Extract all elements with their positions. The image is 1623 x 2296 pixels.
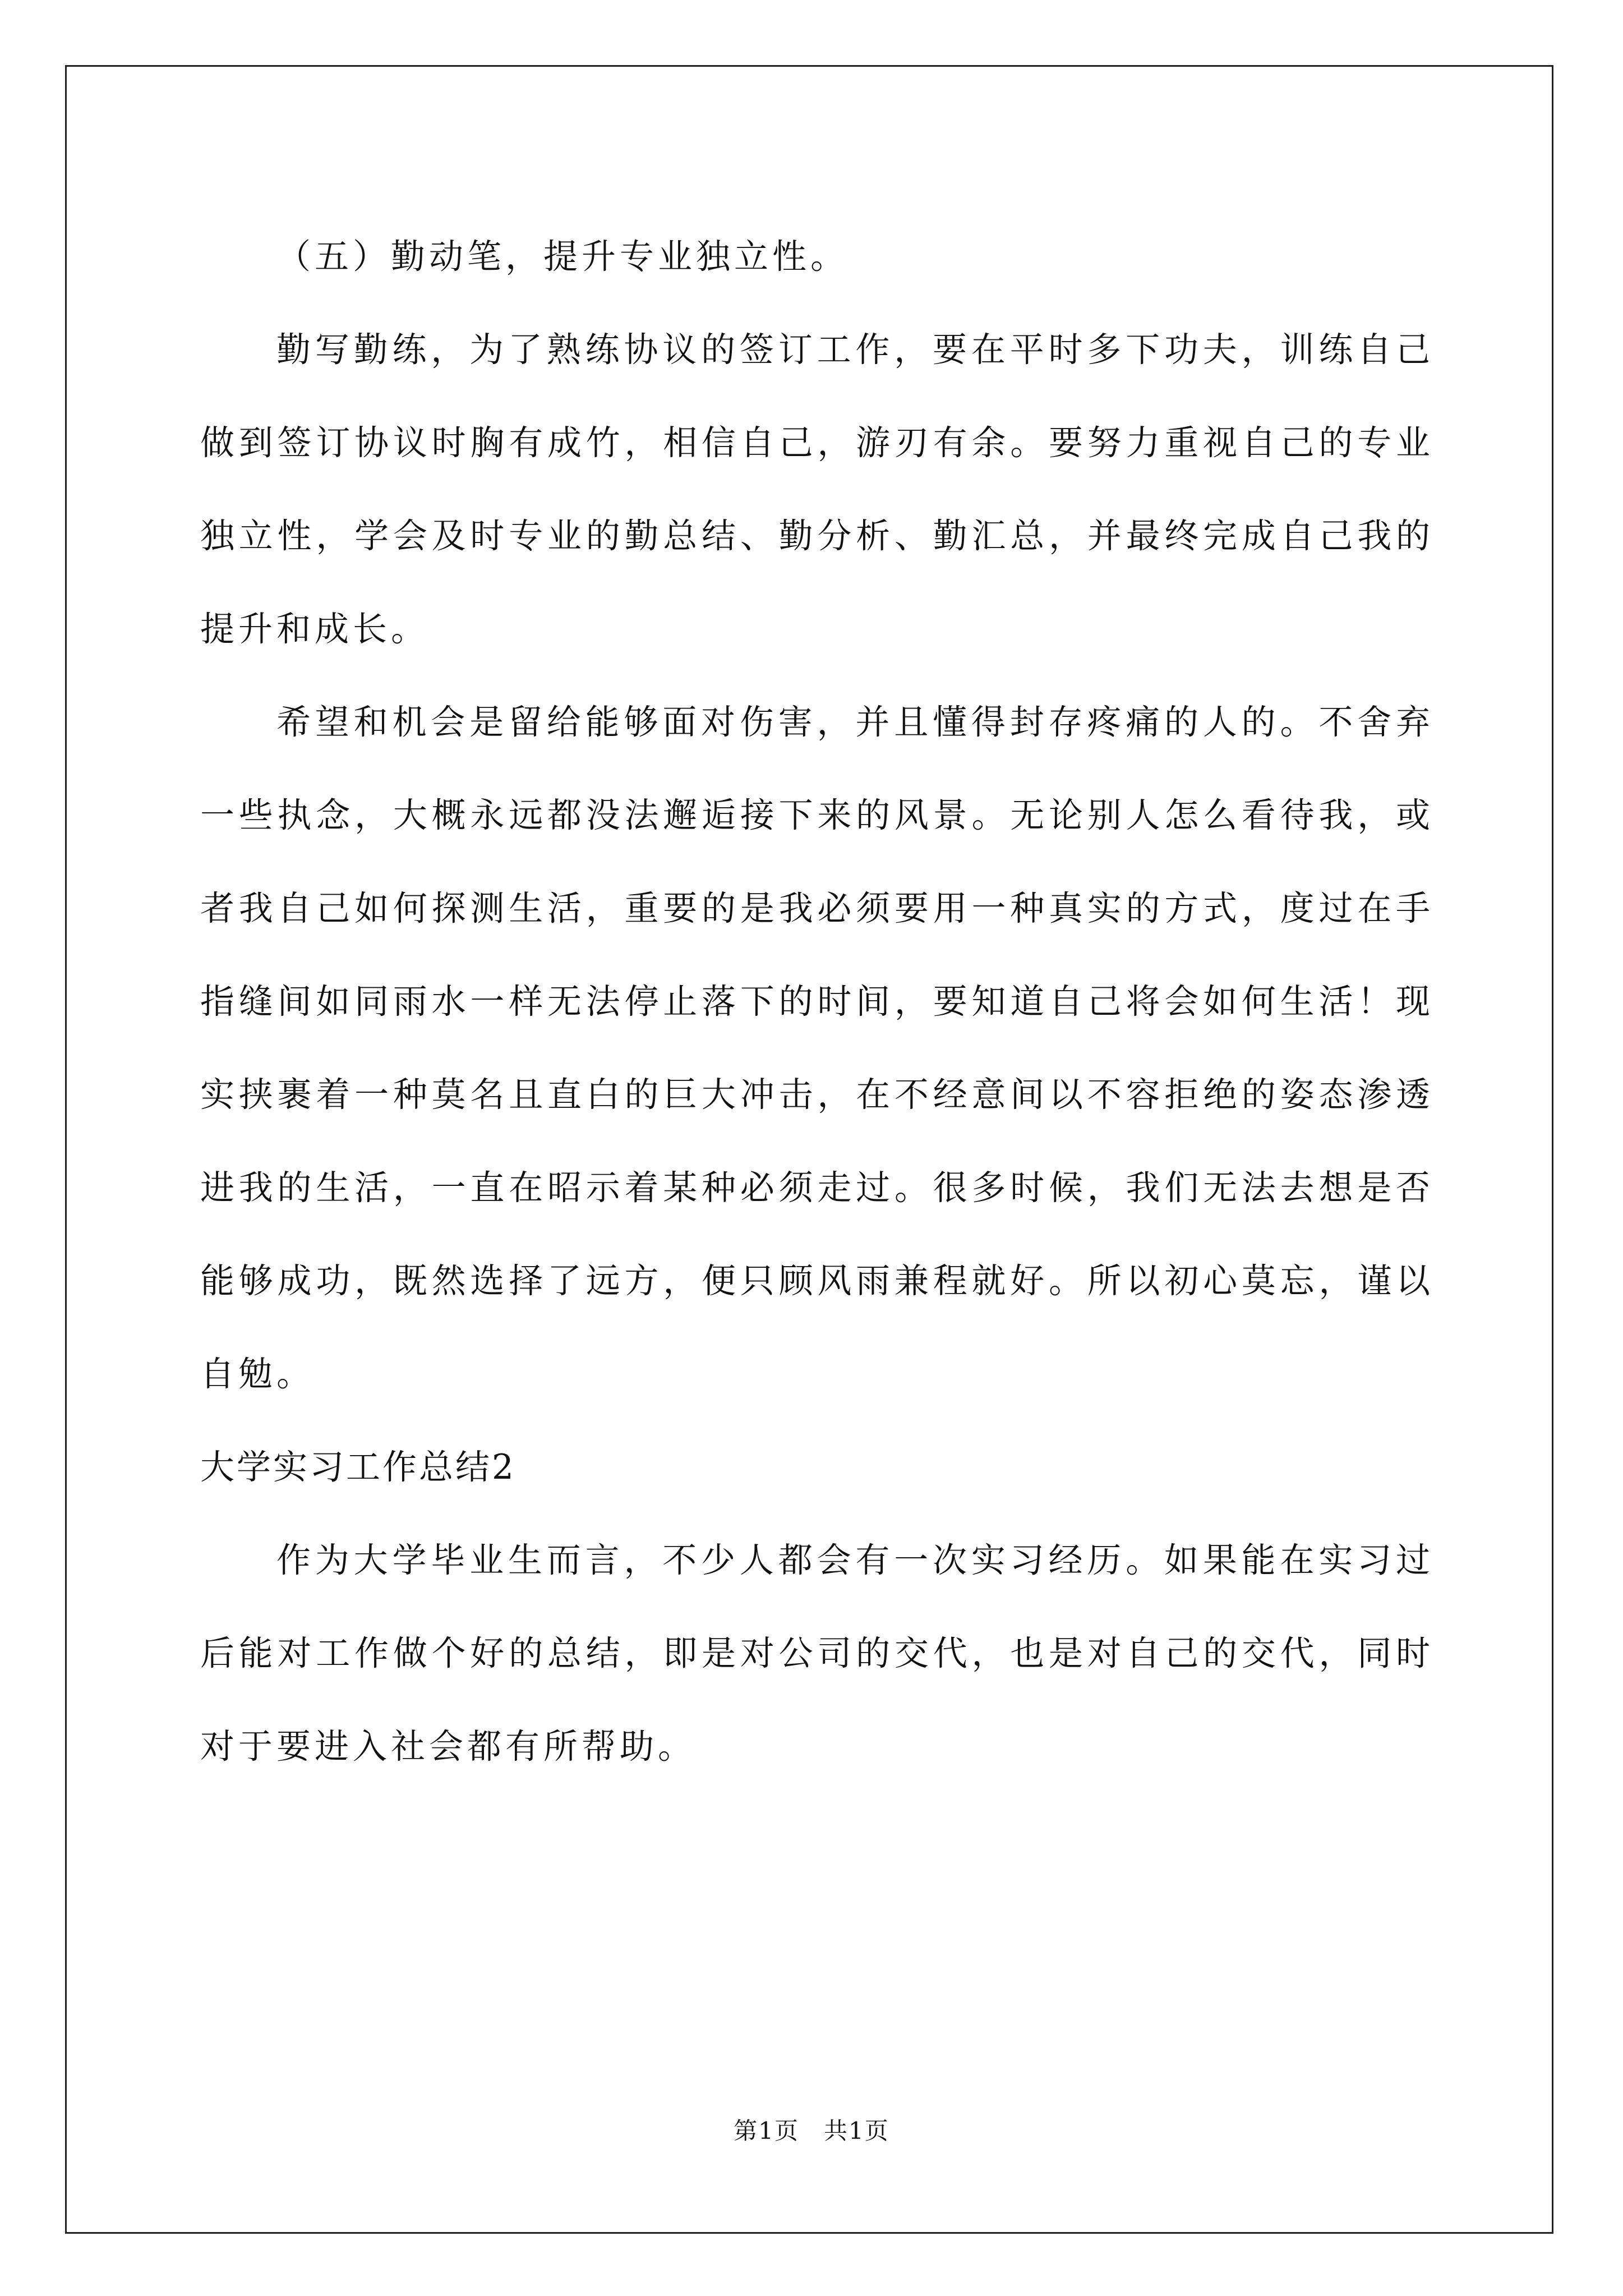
- body-paragraph: 作为大学毕业生而言，不少人都会有一次实习经历。如果能在实习过后能对工作做个好的总结，即是对公司的交代，也是对自己的交代，同时对于要进入社会都有所帮助。: [200, 1540, 1434, 1766]
- document-body: [200, 210, 1434, 1793]
- subsection-heading: （五）勤动笔，提升专业独立性。: [276, 237, 849, 277]
- page-number-current: 第1页: [734, 2117, 799, 2145]
- section-title: 大学实习工作总结2: [200, 1447, 516, 1487]
- page-number-total: 共1页: [824, 2117, 889, 2145]
- body-paragraph: 勤写勤练，为了熟练协议的签订工作，要在平时多下功夫，训练自己做到签订协议时胸有成竹，相信自己，游刃有余。要努力重视自己的专业独立性，学会及时专业的勤总结、勤分析、勤汇总，并最终完成自己我的提升和成长。: [200, 330, 1434, 649]
- page-footer: [0, 2113, 1623, 2146]
- body-paragraph: 希望和机会是留给能够面对伤害，并且懂得封存疼痛的人的。不舍弃一些执念，大概永远都没法邂逅接下来的风景。无论别人怎么看待我，或者我自己如何探测生活，重要的是我必须要用一种真实的方式，度过在手指缝间如同雨水一样无法停止落下的时间，要知道自己将会如何生活！现实挟裹着一种莫名且直白的巨大冲击，在不经意间以不容拒绝的姿态渗透进我的生活，一直在昭示着某种必须走过。很多时候，我们无法去想是否能够成功，既然选择了远方，便只顾风雨兼程就好。所以初心莫忘，谨以自勉。: [200, 702, 1434, 1394]
